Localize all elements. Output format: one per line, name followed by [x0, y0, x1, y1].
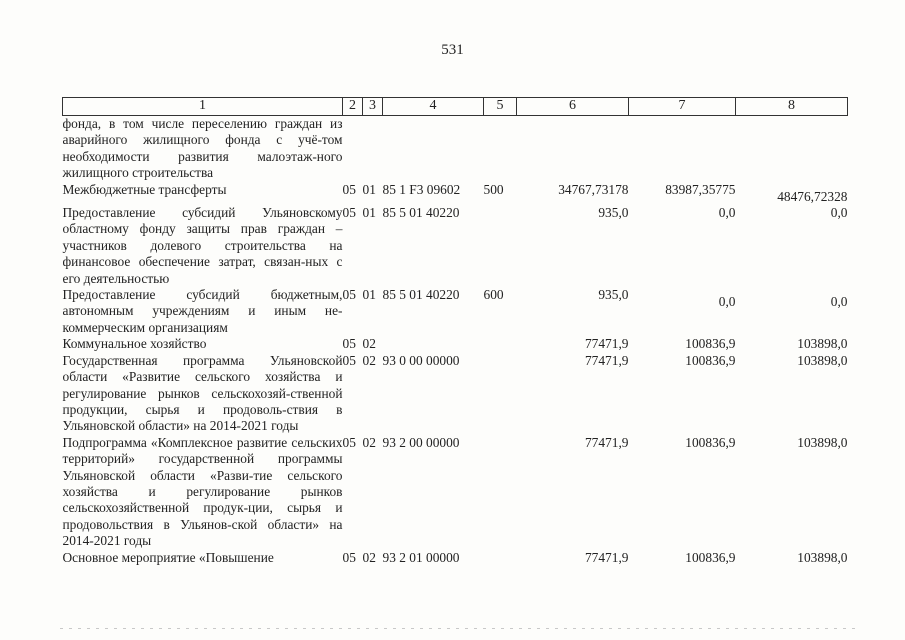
row-section: 05 — [342, 287, 356, 303]
row-expense-type — [484, 116, 517, 182]
row-target-code: 93 2 00 00000 — [382, 434, 460, 450]
row-value-col7: 83987,35775 — [665, 181, 736, 197]
header-col-7: 7 — [629, 98, 736, 116]
table-row — [63, 205, 848, 287]
row-value-col8 — [736, 116, 848, 182]
row-subsection: 01 — [362, 205, 376, 221]
row-value-col8: 48476,72328 — [777, 188, 848, 204]
table-row — [63, 287, 848, 336]
budget-table — [62, 97, 848, 566]
row-target-code: 93 2 01 00000 — [382, 549, 460, 565]
row-expense-type — [484, 205, 517, 287]
table-row — [63, 182, 848, 205]
table-row — [63, 550, 848, 566]
row-value-col8: 0,0 — [830, 294, 848, 310]
header-col-4: 4 — [383, 98, 484, 116]
row-value-col6: 77471,9 — [584, 336, 629, 352]
row-target-code — [383, 336, 484, 352]
row-section — [343, 116, 363, 182]
row-target-code — [383, 116, 484, 182]
row-subsection: 02 — [362, 336, 376, 352]
row-target-code: 85 1 F3 09602 — [382, 181, 461, 197]
row-expense-type: 500 — [483, 181, 504, 197]
row-name: фонда, в том числе переселению граждан из аварийного жилищного фонда с учё-том необходимости развития малоэтаж-ного жилищного строительства — [62, 116, 343, 181]
row-name: Предоставление субсидий Ульяновскому областному фонду защиты прав граждан – участников долевого строительства на финансовое обеспечение затрат, связан-ных с его деятельностью — [62, 205, 343, 286]
row-value-col6: 77471,9 — [584, 549, 629, 565]
row-subsection: 02 — [362, 549, 376, 565]
header-col-8: 8 — [736, 98, 848, 116]
row-section: 05 — [342, 205, 356, 221]
header-row — [63, 98, 848, 116]
row-section: 05 — [342, 336, 356, 352]
row-value-col6: 935,0 — [598, 205, 629, 221]
table-row — [63, 336, 848, 352]
row-section: 05 — [342, 549, 356, 565]
row-value-col8: 103898,0 — [797, 352, 848, 368]
header-col-2: 2 — [343, 98, 363, 116]
row-section: 05 — [342, 434, 356, 450]
row-value-col7: 100836,9 — [685, 549, 736, 565]
scan-artifact-line — [60, 628, 860, 629]
header-col-3: 3 — [363, 98, 383, 116]
row-section: 05 — [342, 181, 356, 197]
row-expense-type — [484, 550, 517, 566]
row-expense-type — [484, 353, 517, 435]
header-col-5: 5 — [484, 98, 517, 116]
row-target-code: 93 0 00 00000 — [382, 352, 460, 368]
table-row — [63, 435, 848, 550]
row-section: 05 — [342, 352, 356, 368]
row-value-col8: 103898,0 — [797, 434, 848, 450]
row-value-col8: 103898,0 — [797, 336, 848, 352]
row-subsection — [363, 116, 383, 182]
row-value-col6 — [517, 116, 629, 182]
row-value-col7: 0,0 — [718, 294, 736, 310]
header-col-6: 6 — [517, 98, 629, 116]
row-value-col6: 77471,9 — [584, 352, 629, 368]
row-expense-type — [484, 435, 517, 550]
row-expense-type — [484, 336, 517, 352]
row-value-col7: 0,0 — [718, 205, 736, 221]
row-value-col6: 935,0 — [598, 287, 629, 303]
row-value-col7 — [629, 116, 736, 182]
row-subsection: 02 — [362, 434, 376, 450]
row-value-col6: 77471,9 — [584, 434, 629, 450]
row-value-col7: 100836,9 — [685, 352, 736, 368]
page-number: 531 — [441, 42, 464, 58]
row-name: Государственная программа Ульяновской области «Развитие сельского хозяйства и регулирование рынков сельскохозяй-ственной продукции, сырья и продоволь-ствия в Ульяновской области» на 2014-2021 годы — [62, 352, 343, 434]
row-subsection: 02 — [362, 352, 376, 368]
row-name: Основное мероприятие «Повышение — [62, 549, 274, 565]
table-row — [63, 116, 848, 182]
row-subsection: 01 — [362, 181, 376, 197]
row-name: Межбюджетные трансферты — [62, 181, 227, 197]
row-name: Коммунальное хозяйство — [62, 336, 207, 352]
row-target-code: 85 5 01 40220 — [382, 287, 460, 303]
row-subsection: 01 — [362, 287, 376, 303]
row-value-col6: 34767,73178 — [558, 181, 629, 197]
row-name: Предоставление субсидий бюджетным, автономным учреждениям и иным не-коммерческим организациям — [62, 287, 343, 335]
row-name: Подпрограмма «Комплексное развитие сельских территорий» государственной программы Ульяновской области «Разви-тие сельского хозяйства и регулирование рынков сельскохозяйственной продук-ции, сырья и продовольствия в Ульянов-ской области» на 2014-2021 годы — [62, 434, 343, 549]
row-value-col7: 100836,9 — [685, 336, 736, 352]
row-value-col8: 0,0 — [830, 205, 848, 221]
row-expense-type: 600 — [483, 287, 504, 303]
row-value-col7: 100836,9 — [685, 434, 736, 450]
row-target-code: 85 5 01 40220 — [382, 205, 460, 221]
row-value-col8: 103898,0 — [797, 549, 848, 565]
header-col-1: 1 — [63, 98, 343, 116]
table-row — [63, 353, 848, 435]
